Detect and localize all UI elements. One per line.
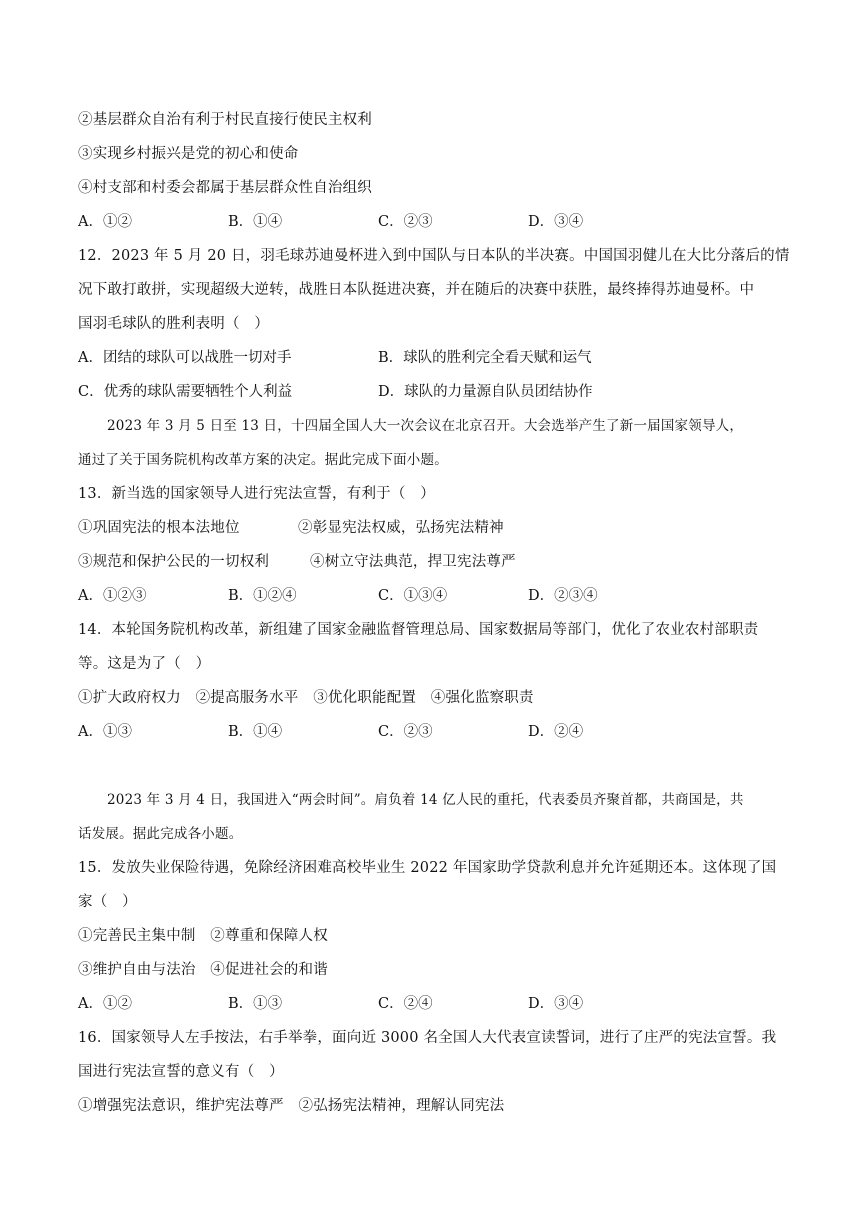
q14-stem-line-1: 14．本轮国务院机构改革，新组建了国家金融监督管理总局、国家数据局等部门，优化了农业农村部职责	[78, 622, 759, 638]
q12-stem-line-1: 12．2023 年 5 月 20 日，羽毛球苏迪曼杯进入到中国队与日本队的半决赛。中国国羽健儿在大比分落后的情	[78, 248, 790, 264]
q14-option-d[interactable]: D．②④	[528, 724, 584, 740]
q14-option-a[interactable]: A．①③	[78, 724, 132, 740]
q13-statement-1: ①巩固宪法的根本法地位	[78, 520, 240, 536]
q13-statement-2: ②彰显宪法权威，弘扬宪法精神	[298, 520, 504, 536]
q12-option-d[interactable]: D．球队的力量源自队员团结协作	[378, 384, 593, 400]
q12-stem-line-3: 国羽毛球队的胜利表明（ ）	[78, 316, 270, 332]
q14-option-c[interactable]: C．②③	[378, 724, 433, 740]
q12-stem-line-2: 况下敢打敢拼，实现超级大逆转，战胜日本队挺进决赛，并在随后的决赛中获胜，最终捧得苏迪曼杯。中	[78, 282, 755, 298]
q13-statement-3: ③规范和保护公民的一切权利	[78, 554, 270, 570]
q12-option-b[interactable]: B．球队的胜利完全看天赋和运气	[378, 350, 592, 366]
q16-stem-line-2: 国进行宪法宣誓的意义有（ ）	[78, 1064, 284, 1080]
q16-statements-1: ①增强宪法意识，维护宪法尊严 ②弘扬宪法精神，理解认同宪法	[78, 1098, 505, 1114]
q13-option-a[interactable]: A．①②③	[78, 588, 147, 604]
q15-stem-line-2: 家（ ）	[78, 894, 137, 910]
q15-statements-2: ③维护自由与法治 ④促进社会的和谐	[78, 962, 328, 978]
q11-option-d[interactable]: D．③④	[528, 214, 584, 230]
material-2-line-1: 2023 年 3 月 4 日，我国进入“两会时间”。肩负着 14 亿人民的重托，代表委员齐聚首都，共商国是，共	[107, 792, 744, 808]
q14-stem-line-2: 等。这是为了（ ）	[78, 656, 211, 672]
q11-option-a[interactable]: A．①②	[78, 214, 132, 230]
q13-option-d[interactable]: D．②③④	[528, 588, 598, 604]
q11-statement-3: ③实现乡村振兴是党的初心和使命	[78, 146, 299, 162]
q14-statements: ①扩大政府权力 ②提高服务水平 ③优化职能配置 ④强化监察职责	[78, 690, 534, 706]
q15-option-a[interactable]: A．①②	[78, 996, 132, 1012]
q13-statement-4: ④树立守法典范，捍卫宪法尊严	[310, 554, 516, 570]
q13-option-c[interactable]: C．①③④	[378, 588, 448, 604]
q11-statement-2: ②基层群众自治有利于村民直接行使民主权利	[78, 112, 372, 128]
q15-option-b[interactable]: B．①③	[228, 996, 283, 1012]
material-1-line-1: 2023 年 3 月 5 日至 13 日，十四届全国人大一次会议在北京召开。大会选举产生了新一届国家领导人，	[107, 418, 744, 434]
q12-option-c[interactable]: C．优秀的球队需要牺牲个人利益	[78, 384, 293, 400]
material-1-line-2: 通过了关于国务院机构改革方案的决定。据此完成下面小题。	[78, 452, 448, 468]
q13-stem: 13．新当选的国家领导人进行宪法宣誓，有利于（ ）	[78, 486, 435, 502]
q13-option-b[interactable]: B．①②④	[228, 588, 297, 604]
q11-option-b[interactable]: B．①④	[228, 214, 283, 230]
q15-statements-1: ①完善民主集中制 ②尊重和保障人权	[78, 928, 328, 944]
q16-stem-line-1: 16．国家领导人左手按法，右手举拳，面向近 3000 名全国人大代表宣读誓词，进行了庄严的宪法宣誓。我	[78, 1030, 777, 1046]
q12-option-a[interactable]: A．团结的球队可以战胜一切对手	[78, 350, 292, 366]
q11-statement-4: ④村支部和村委会都属于基层群众性自治组织	[78, 180, 372, 196]
q11-option-c[interactable]: C．②③	[378, 214, 433, 230]
q14-option-b[interactable]: B．①④	[228, 724, 283, 740]
material-2-line-2: 话发展。据此完成各小题。	[78, 826, 243, 842]
q15-option-d[interactable]: D．③④	[528, 996, 584, 1012]
q15-option-c[interactable]: C．②④	[378, 996, 433, 1012]
q15-stem-line-1: 15．发放失业保险待遇，免除经济困难高校毕业生 2022 年国家助学贷款利息并允许延期还本。这体现了国	[78, 860, 777, 876]
